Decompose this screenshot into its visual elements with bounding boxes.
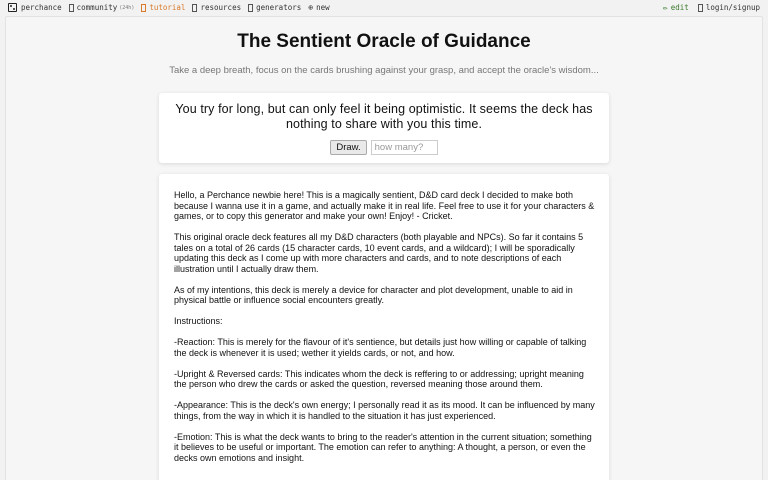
description-paragraph: As of my intentions, this deck is merely a device for character and plot development, unable to aid in physical battle or influence social encounters greatly.	[174, 284, 573, 305]
nav-tutorial-label: tutorial	[149, 3, 186, 12]
plus-circle-icon: ⊕	[308, 2, 314, 12]
nav-generators[interactable]	[248, 3, 301, 12]
description-paragraph: Hello, a Perchance newbie here! This is a magically sentient, D&D card deck I decided to make both because I wanna use it in a game, and actually make it in real life. Feel free to use it for your characters & games, or to copy this generator and make your own! Enjoy! - Cricket.	[174, 190, 595, 221]
instructions-heading: Instructions:	[174, 316, 223, 326]
nav-community-label: community	[76, 3, 118, 12]
draw-controls	[159, 140, 609, 155]
community-count-badge: (24h)	[119, 4, 135, 11]
nav-community[interactable]	[69, 3, 135, 12]
box-icon	[141, 4, 146, 12]
draw-count-input[interactable]	[371, 140, 438, 155]
description-paragraph: -Emotion: This is what the deck wants to bring to the reader's attention in the current situation; something it believes to be useful or important. The emotion can refer to anything: A thought, a person, or even the decks own emotions and insight.	[174, 431, 592, 463]
nav-edit-label: edit	[670, 3, 689, 12]
description-paragraph: This original oracle deck features all my D&D characters (both playable and NPCs). So far it contains 5 tales on a total of 26 cards (15 character cards, 10 event cards, and a wildcard); I will be sporadically updating this deck as I come up with more characters and cards, and to note descriptions of each illustration until I actually draw them.	[174, 232, 584, 274]
nav-login-label: login/signup	[705, 3, 760, 12]
box-icon	[698, 4, 703, 12]
page-title: The Sentient Oracle of Guidance	[237, 31, 531, 52]
nav-new[interactable]	[308, 3, 329, 12]
nav-resources[interactable]	[192, 3, 241, 12]
box-icon	[192, 4, 197, 12]
dice-icon	[8, 3, 17, 12]
nav-perchance[interactable]	[8, 3, 62, 12]
main-panel	[5, 16, 763, 480]
top-nav	[0, 0, 768, 16]
nav-edit[interactable]	[663, 3, 689, 12]
nav-left	[8, 3, 337, 12]
draw-button[interactable]: Draw.	[330, 140, 366, 155]
nav-right	[654, 3, 760, 12]
description-body	[174, 190, 596, 474]
box-icon	[248, 4, 253, 12]
nav-resources-label: resources	[200, 3, 242, 12]
nav-new-label: new	[316, 3, 330, 12]
nav-tutorial[interactable]	[141, 3, 185, 12]
nav-generators-label: generators	[256, 3, 302, 12]
pencil-icon: ✏	[662, 2, 668, 12]
description-paragraph: -Appearance: This is the deck's own energy; I personally read it as its mood. It can be influenced by many things, from the way in which it is handled to the situation it has just experienced.	[174, 400, 595, 421]
nav-perchance-label: perchance	[21, 3, 62, 12]
description-paragraph: -Upright & Reversed cards: This indicates whom the deck is reffering to or addressing; upright meaning the person who drew the cards or asked the question, reversed meaning those around them.	[174, 368, 584, 389]
oracle-output-card	[159, 93, 609, 163]
description-paragraph: -Reaction: This is merely for the flavour of it's sentience, but details just how willing or capable of talking the deck is whenever it is used; wether it yields cards, or not, and how.	[174, 337, 587, 358]
oracle-output-text: You try for long, but can only feel it being optimistic. It seems the deck has nothing to share with you this time.	[175, 102, 593, 131]
page-subtitle: Take a deep breath, focus on the cards brushing against your grasp, and accept the oracle's wisdom...	[169, 65, 599, 76]
box-icon	[69, 4, 74, 12]
description-card	[159, 174, 609, 480]
nav-login[interactable]	[698, 3, 760, 12]
